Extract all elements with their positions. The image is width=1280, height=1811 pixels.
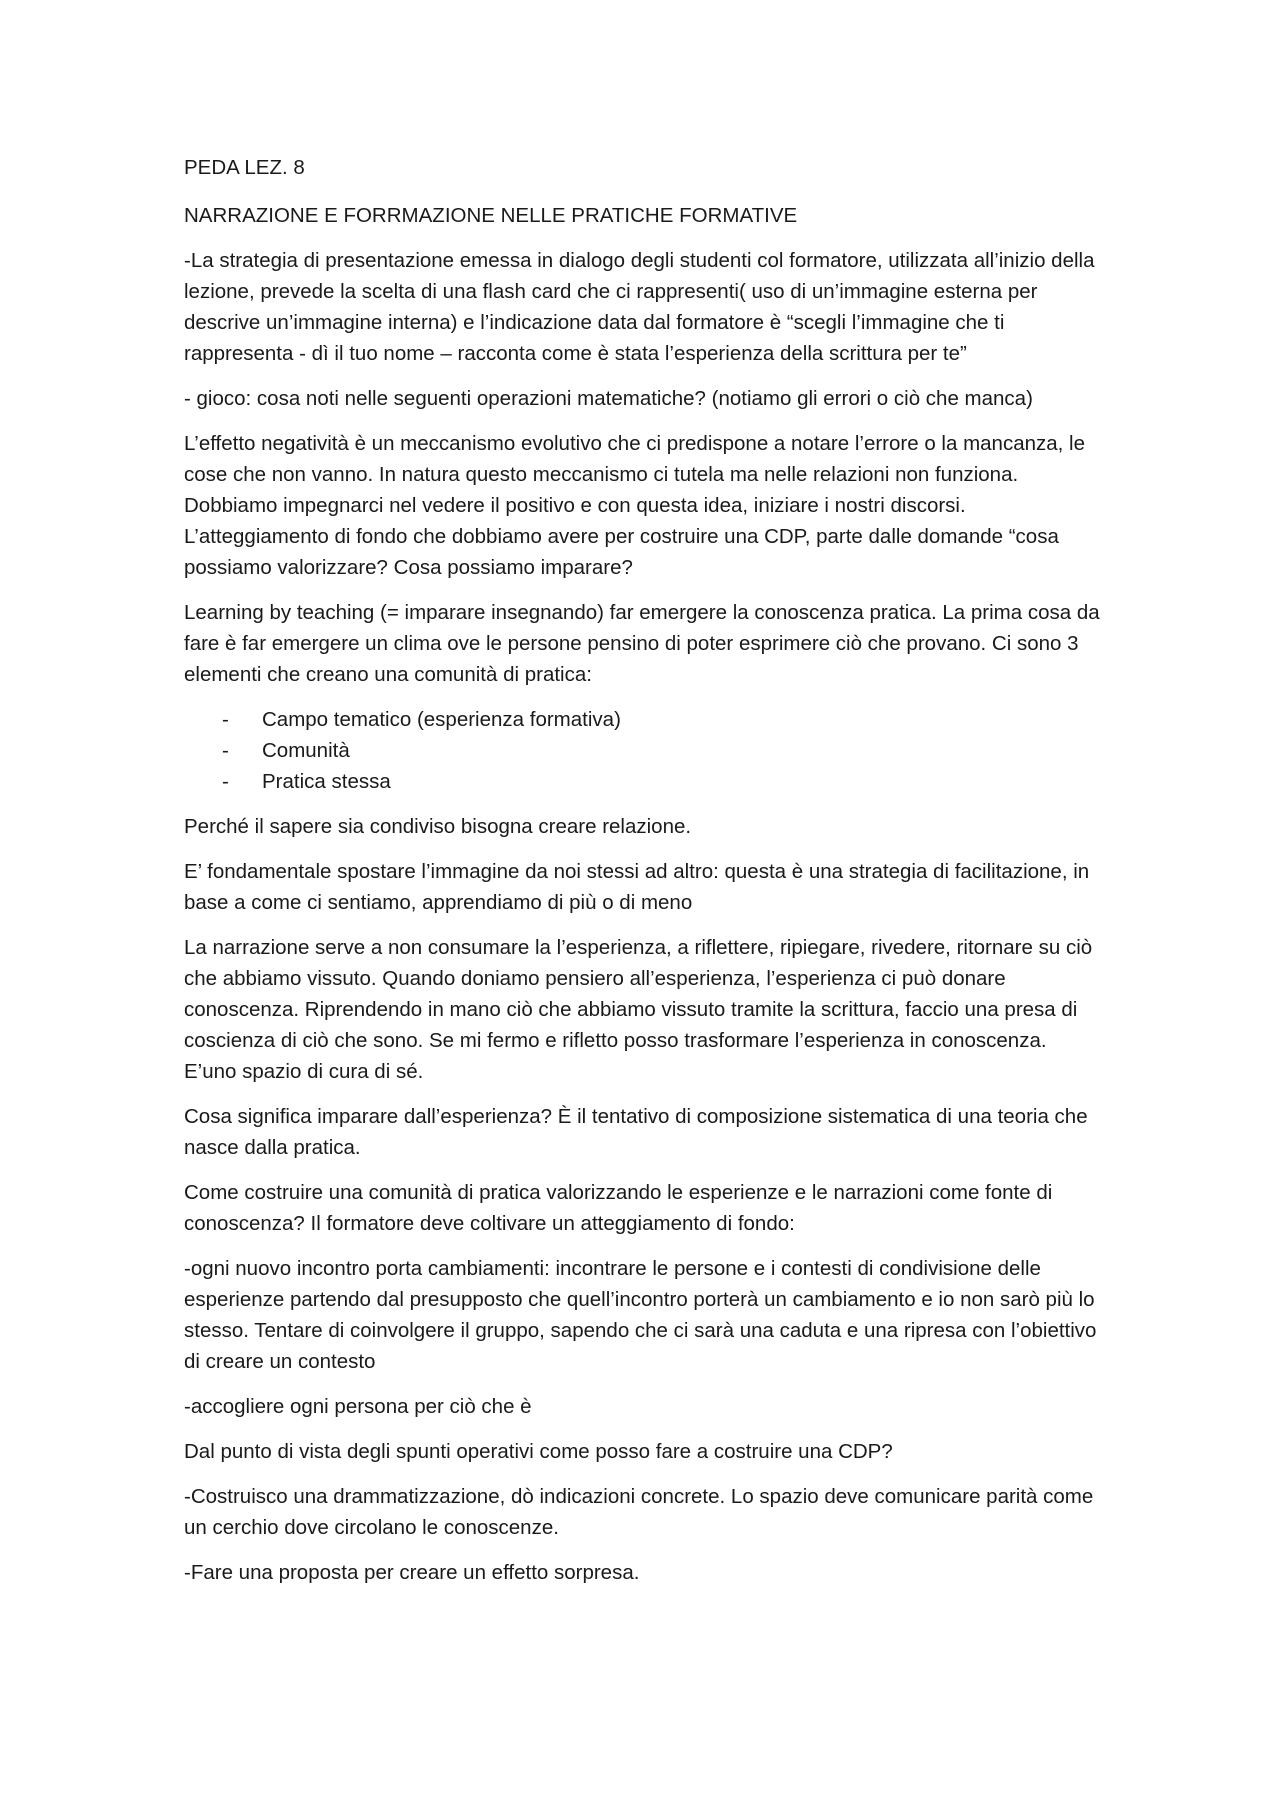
- document-heading: NARRAZIONE E FORRMAZIONE NELLE PRATICHE FORMATIVE: [184, 204, 798, 227]
- paragraph-welcome-person: -accogliere ogni persona per ciò che è: [184, 1395, 532, 1418]
- paragraph-operational-cues: Dal punto di vista degli spunti operativi come posso fare a costruire una CDP?: [184, 1440, 893, 1463]
- list-marker: -: [222, 770, 229, 793]
- document-body: [184, 152, 1104, 1602]
- paragraph-new-encounter: -ogni nuovo incontro porta cambiamenti: incontrare le persone e i contesti di condivisione delle esperienze partendo dal presupposto che quell’incontro porterà un cambiamento e io non sarò più lo stesso. Tentare di coinvolgere il gruppo, sapendo che ci sarà una caduta e una ripresa con l’obiettivo di creare un contesto: [184, 1257, 1097, 1373]
- paragraph-shared-knowledge: Perché il sapere sia condiviso bisogna creare relazione.: [184, 815, 692, 838]
- paragraph-learning-from-experience: Cosa significa imparare dall’esperienza? È il tentativo di composizione sistematica di una teoria che nasce dalla pratica.: [184, 1105, 1088, 1159]
- list-marker: -: [222, 739, 229, 762]
- paragraph-negativity-effect: L’effetto negatività è un meccanismo evolutivo che ci predispone a notare l’errore o la mancanza, le cose che non vanno. In natura questo meccanismo ci tutela ma nelle relazioni non funziona. Dobbiamo impegnarci nel vedere il positivo e con questa idea, iniziare i nostri discorsi. L’atteggiamento di fondo che dobbiamo avere per costruire una CDP, parte dalle domande “cosa possiamo valorizzare? Cosa possiamo imparare?: [184, 432, 1086, 579]
- list-item: [184, 735, 1104, 766]
- elements-list: [184, 704, 1104, 797]
- list-item: [184, 704, 1104, 735]
- document-title: PEDA LEZ. 8: [184, 156, 305, 179]
- paragraph-shift-image: E’ fondamentale spostare l’immagine da noi stessi ad altro: questa è una strategia di facilitazione, in base a come ci sentiamo, apprendiamo di più o di meno: [184, 860, 1090, 914]
- list-item-text: Comunità: [262, 739, 350, 762]
- paragraph-dramatization: -Costruisco una drammatizzazione, dò indicazioni concrete. Lo spazio deve comunicare parità come un cerchio dove circolano le conoscenze.: [184, 1485, 1094, 1539]
- paragraph-surprise-effect: -Fare una proposta per creare un effetto sorpresa.: [184, 1561, 640, 1584]
- list-item-text: Campo tematico (esperienza formativa): [262, 708, 621, 731]
- paragraph-strategy: -La strategia di presentazione emessa in dialogo degli studenti col formatore, utilizzata all’inizio della lezione, prevede la scelta di una flash card che ci rappresenti( uso di un’immagine esterna per descrive un’immagine interna) e l’indicazione data dal formatore è “scegli l’immagine che ti rappresenta - dì il tuo nome – racconta come è stata l’esperienza della scrittura per te”: [184, 249, 1095, 365]
- paragraph-game: - gioco: cosa noti nelle seguenti operazioni matematiche? (notiamo gli errori o ciò che manca): [184, 387, 1033, 410]
- list-item-text: Pratica stessa: [262, 770, 391, 793]
- list-marker: -: [222, 708, 229, 731]
- list-item: [184, 766, 1104, 797]
- paragraph-narration: La narrazione serve a non consumare la l’esperienza, a riflettere, ripiegare, rivedere, ritornare su ciò che abbiamo vissuto. Quando doniamo pensiero all’esperienza, l’esperienza ci può donare conoscenza. Riprendendo in mano ciò che abbiamo vissuto tramite la scrittura, faccio una presa di coscienza di ciò che sono. Se mi fermo e rifletto posso trasformare l’esperienza in conoscenza. E’uno spazio di cura di sé.: [184, 936, 1093, 1083]
- paragraph-learning-by-teaching: Learning by teaching (= imparare insegnando) far emergere la conoscenza pratica. La prima cosa da fare è far emergere un clima ove le persone pensino di poter esprimere ciò che provano. Ci sono 3 elementi che creano una comunità di pratica:: [184, 601, 1100, 686]
- paragraph-build-community: Come costruire una comunità di pratica valorizzando le esperienze e le narrazioni come fonte di conoscenza? Il formatore deve coltivare un atteggiamento di fondo:: [184, 1181, 1053, 1235]
